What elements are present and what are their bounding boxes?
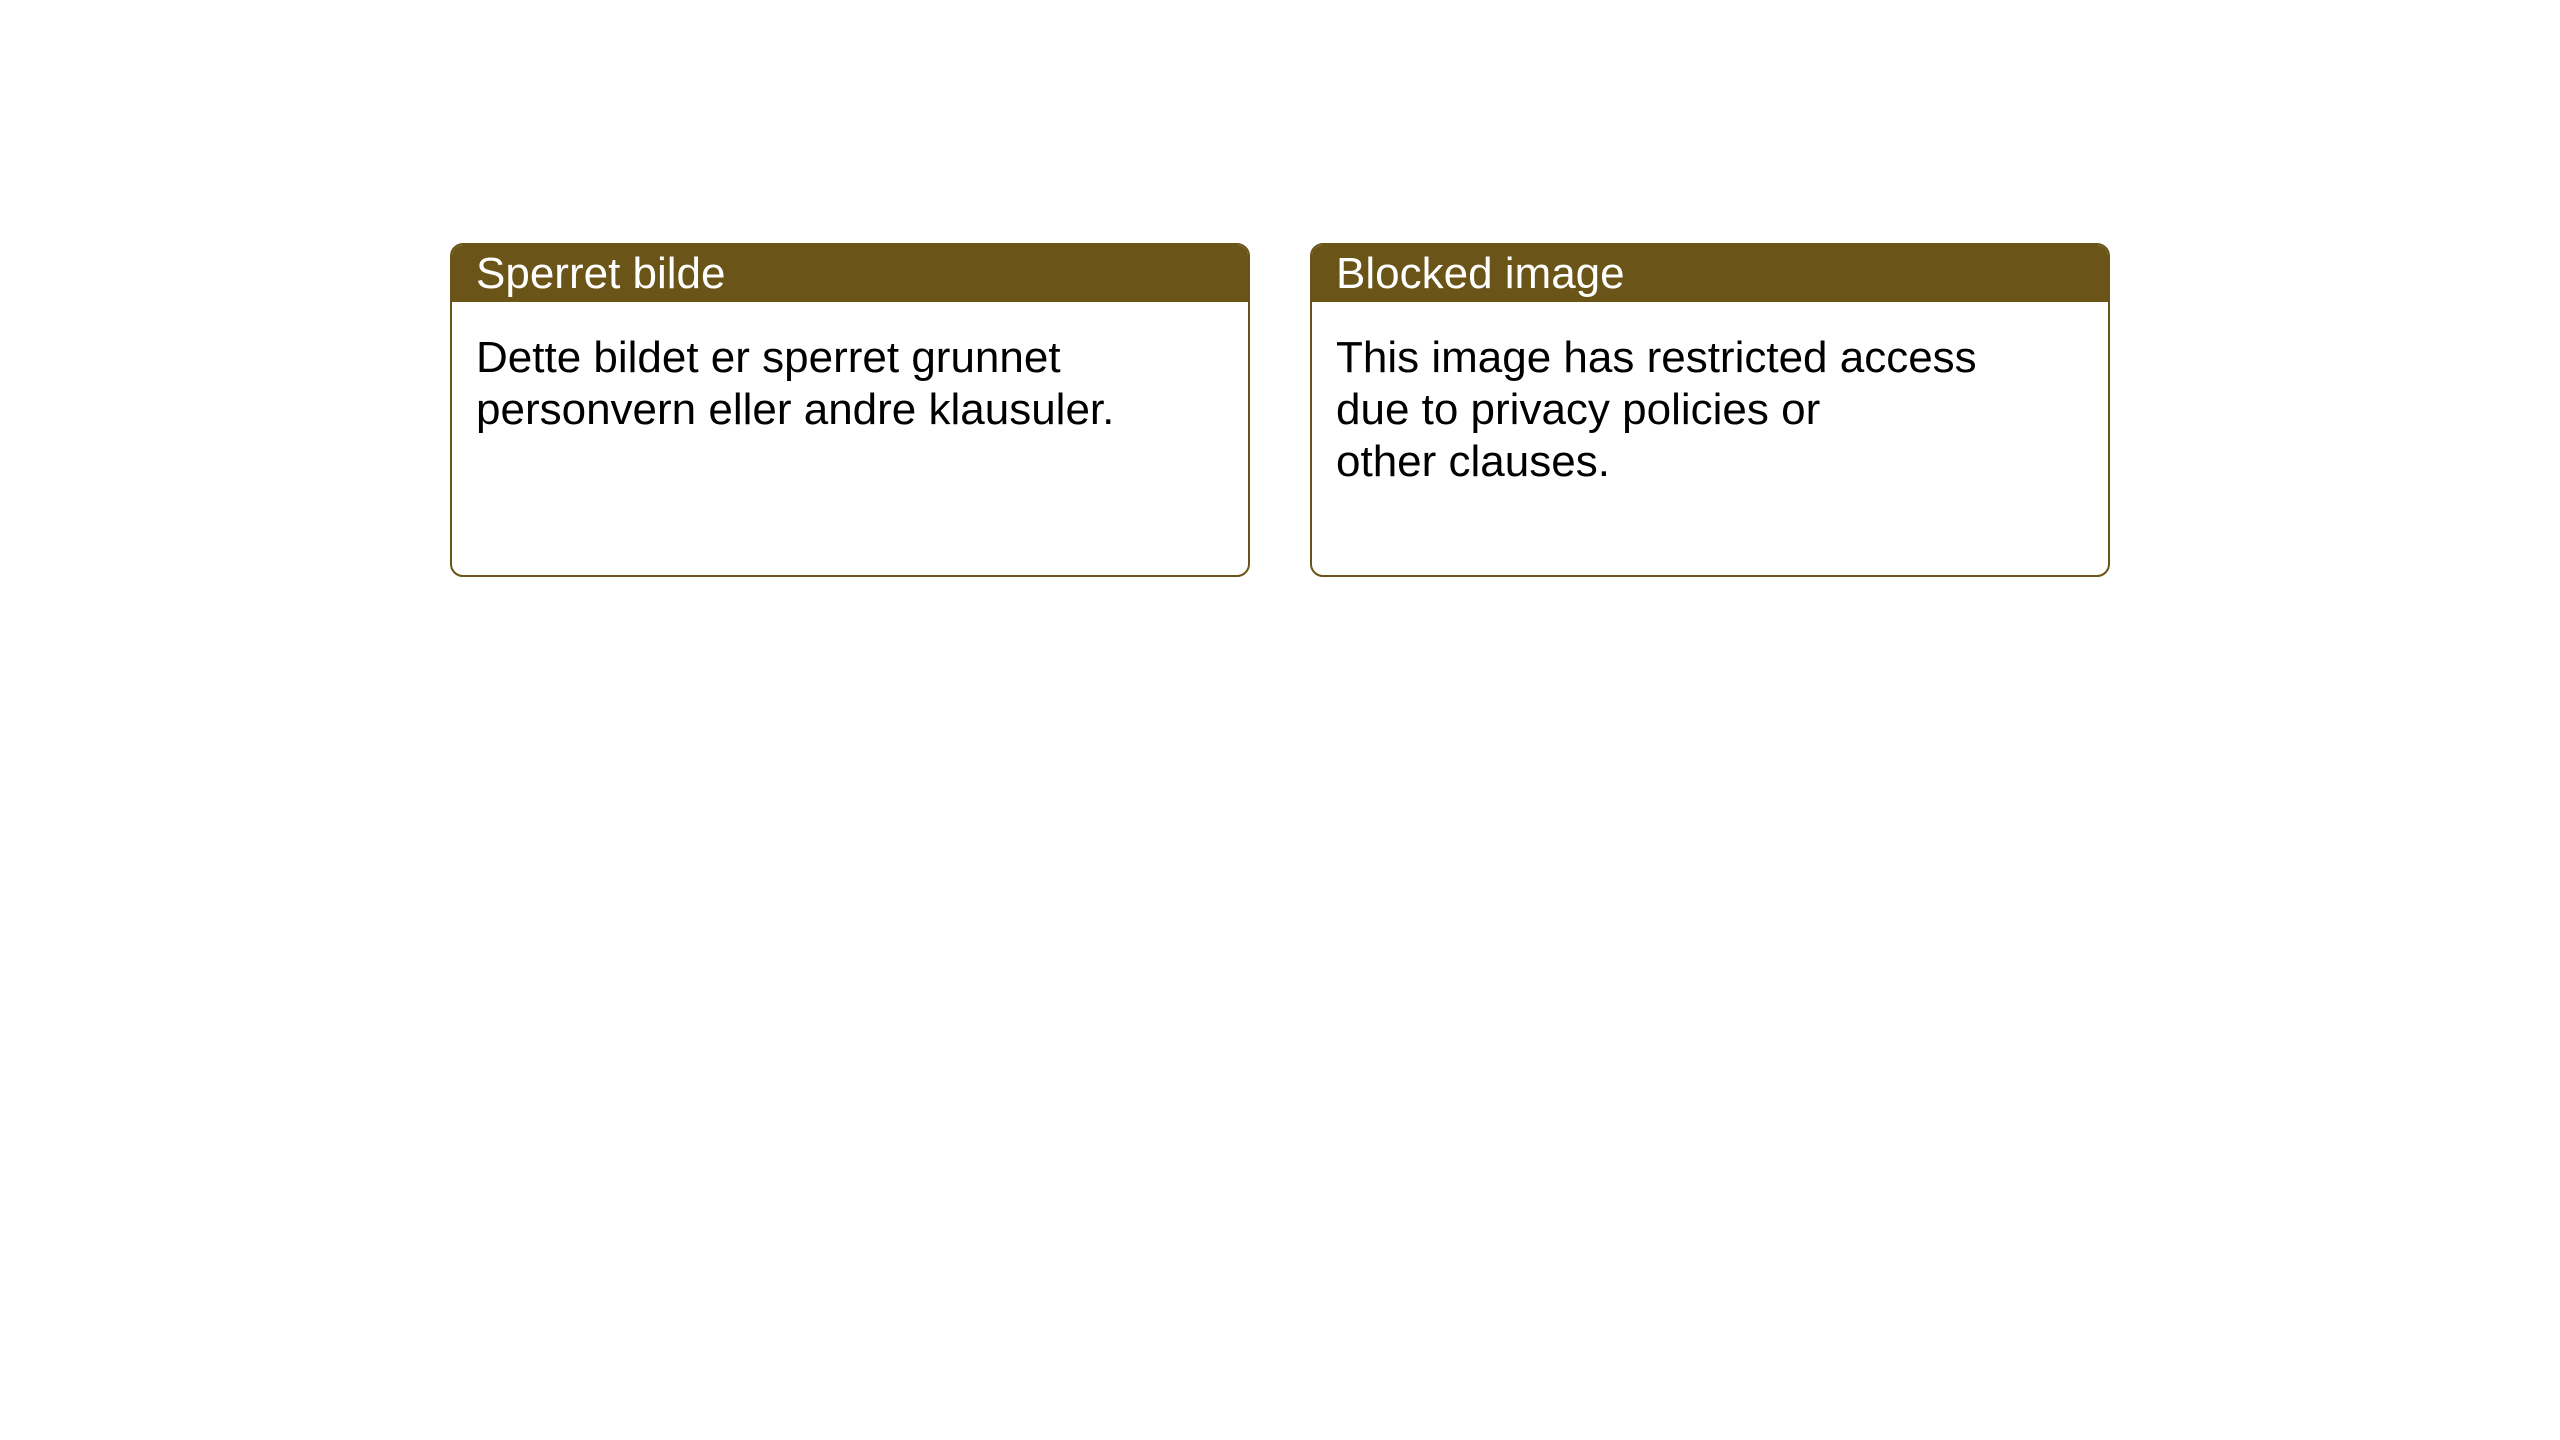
card-body-line: This image has restricted access [1336, 333, 1977, 382]
card-title: Blocked image [1336, 248, 1625, 298]
card-body [1312, 302, 2108, 488]
blocked-image-card-english [1310, 243, 2110, 577]
card-body-line: personvern eller andre klausuler. [476, 385, 1115, 434]
card-body-line: other clauses. [1336, 437, 1610, 486]
card-header [452, 245, 1248, 302]
card-body-line: Dette bildet er sperret grunnet [476, 333, 1061, 382]
blocked-image-card-norwegian [450, 243, 1250, 577]
card-header [1312, 245, 2108, 302]
card-body [452, 302, 1248, 436]
card-body-line: due to privacy policies or [1336, 385, 1821, 434]
card-title: Sperret bilde [476, 248, 726, 298]
